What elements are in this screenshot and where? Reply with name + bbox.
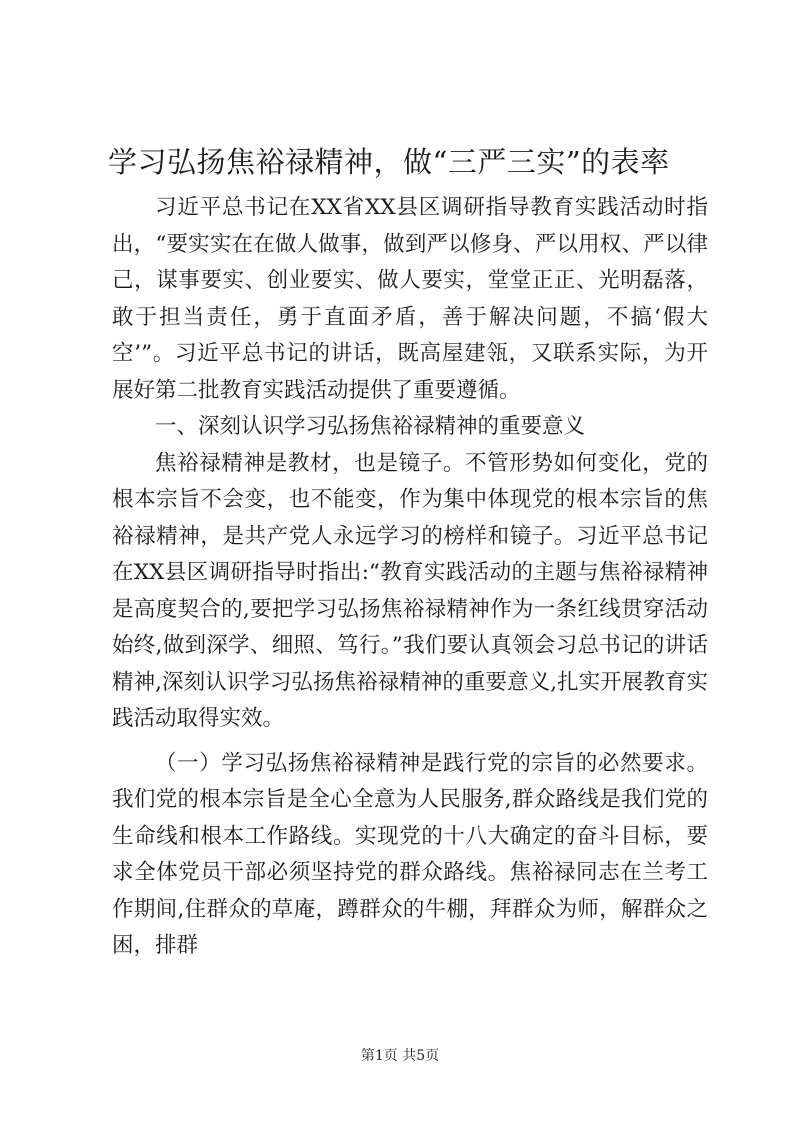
page-number-footer: 第1页 共5页 [360, 1048, 440, 1064]
paragraph-intro: 习近平总书记在XX省XX县区调研指导教育实践活动时指出，“要实实在在做人做事，做到严以修身、严以用权、严以律己，谋事要实、创业要实、做人要实，堂堂正正、光明磊落，敢于担当责任，勇于直面矛盾，善于解决问题，不搞‘假大空’”。习近平总书记的讲话，既高屋建瓴，又联系实际，为开展好第二批教育实践活动提供了重要遵循。 [112, 195, 708, 403]
document-body [112, 190, 708, 965]
paragraph-subsection-1: （一）学习弘扬焦裕禄精神是践行党的宗旨的必然要求。我们党的根本宗旨是全心全意为人民服务,群众路线是我们党的生命线和根本工作路线。实现党的十八大确定的奋斗目标，要求全体党员干部必须坚持党的群众路线。焦裕禄同志在兰考工作期间,住群众的草庵，蹲群众的牛棚，拜群众为师，解群众之困，排群 [112, 750, 708, 958]
section-heading: 一、深刻认识学习弘扬焦裕禄精神的重要意义 [155, 414, 586, 439]
paragraph-significance: 焦裕禄精神是教材，也是镜子。不管形势如何变化，党的根本宗旨不会变，也不能变，作为集中体现党的根本宗旨的焦裕禄精神，是共产党人永远学习的榜样和镜子。习近平总书记在XX县区调研指导时指出:“教育实践活动的主题与焦裕禄精神是高度契合的,要把学习弘扬焦裕禄精神作为一条红线贯穿活动始终,做到深学、细照、笃行。”我们要认真领会习总书记的讲话精神,深刻认识学习弘扬焦裕禄精神的重要意义,扎实开展教育实践活动取得实效。 [112, 450, 708, 731]
document-title: 学习弘扬焦裕禄精神，做“三严三实”的表率 [108, 145, 670, 179]
